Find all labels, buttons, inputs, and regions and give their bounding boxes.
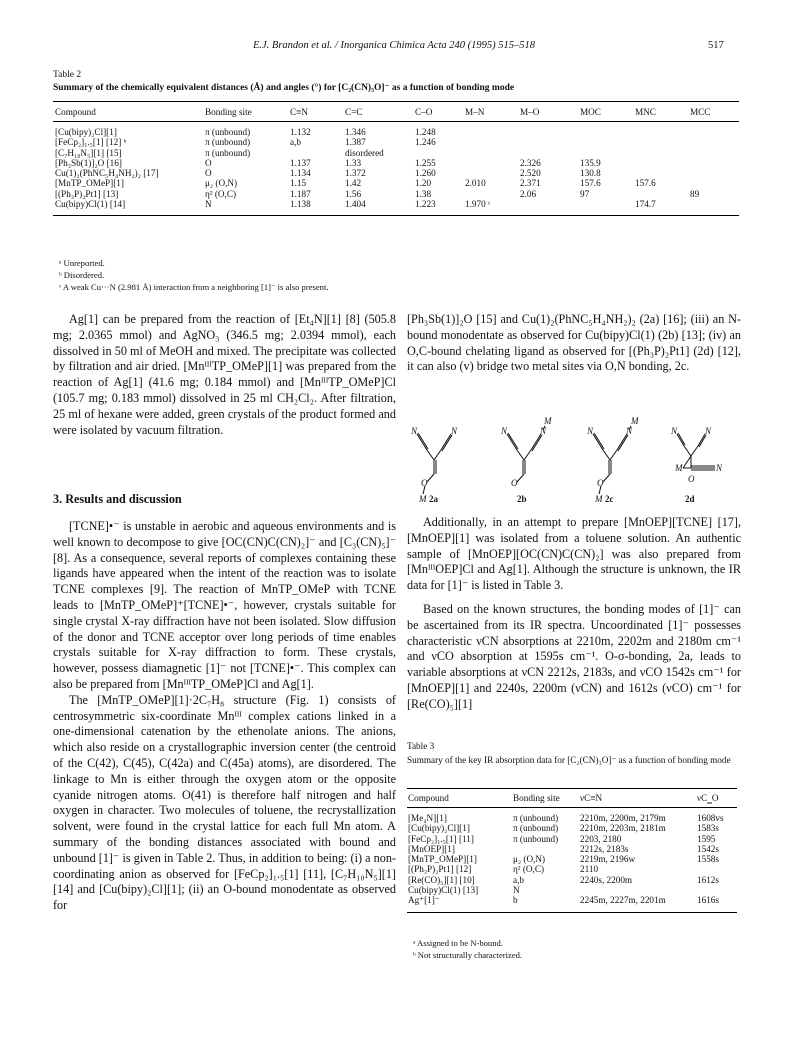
atom-m: M [544, 416, 552, 426]
table3-cell: [(Ph₃P)₂Pt1] [12] [408, 864, 472, 875]
table2-row [53, 189, 739, 199]
table2-cell: disordered [345, 147, 384, 158]
section-heading: 3. Results and discussion [53, 492, 182, 506]
table3-cell: [MnOEP][1] [408, 843, 455, 854]
table2-cell [688, 148, 739, 158]
table3-cell: a,b [513, 874, 524, 885]
structure-label-2a: 2a [429, 494, 438, 504]
body-paragraph: [TCNE]•⁻ is unstable in aerobic and aqueous environments and is well known to decompose to give [OC(CN)C(CN)₂]⁻ and [C₃(CN)₅]⁻ [8]. As a consequence, several reports of complexes containing these ligands have appeared when the intent of the reaction was to isolate TCNE complexes [9]. The reaction of MnTP_OMeP with TCNE leads to [MnTP_OMeP]⁺[TCNE]•⁻, however, crystals suitable for single crystal X-ray diffraction have not been isolated. Slow diffusion of the donor and TCNE acceptor over long periods of time enables crystals suitable for X-ray diffraction to form. These crystals, however, possess diamagnetic [1]⁻ not [TCNE]•⁻. This complex can also be prepared from [MnᴵᴵᴵTP_OMeP]Cl and Ag[1]. [53, 519, 396, 691]
table3-cell: b [512, 895, 579, 912]
table2-cell [688, 122, 739, 138]
table2-cell: 1.246 [415, 137, 436, 148]
table2-cell: η² (O,C) [205, 188, 237, 199]
atom-n: N [501, 426, 508, 436]
body-paragraph: Based on the known structures, the bonding modes of [1]⁻ can be ascertained from its IR spectra. Uncoordinated [1]⁻ possesses characteristic νCN absorptions at 2210m, 2202m and 2180m cm⁻¹ and νCO absorption at 1595s cm⁻¹. O-σ-bonding, 2a, leads to variable absorptions at νCN 2212s, 2183s, and νCO 1542s cm⁻¹ for [MnOEP][1] and 2240s, 2200m (νCN) and 1612s (νCO) cm⁻¹ for [Re(CO)₅][1] [407, 601, 741, 711]
table3-cell [696, 864, 737, 874]
table2-cell: π (unbound) [205, 147, 251, 158]
table2-column-header: M–N [463, 102, 518, 122]
table2-cell: 1.372 [345, 168, 366, 179]
table2-cell: [MnTP_OMeP][1] [55, 178, 124, 189]
table2-cell: 2.010 [465, 178, 486, 189]
table2-cell [518, 137, 578, 147]
table2-cell: 1.56 [345, 188, 362, 199]
atom-n: N [705, 426, 712, 436]
table3-note: ᵃ Assigned to be N-bound. [413, 938, 503, 948]
table3-column-header: Bonding site [512, 789, 579, 808]
table2-cell: 1.970 ᶜ [463, 199, 518, 216]
table3-header-row [407, 789, 737, 808]
table2-cell: 1.20 [415, 178, 432, 189]
body-paragraph: Ag[1] can be prepared from the reaction of [Et₄N][1] [8] (505.8 mg; 2.0365 mmol) and AgNO₃ (346.5 mg; 2.0394 mmol), each dissolved in 50 ml of MeOH and mixed. The precipitate was collected by filtration and air dried. [MnᴵᴵᴵTP_OMeP][1] was prepared from the reaction of Ag[1] (41.6 mg; 0.184 mmol) and [MnᴵᴵᴵTP_OMeP]Cl (105.7 mg; 0.183 mmol) dissolved in 25 ml CH₂Cl₂. After filtration, 25 ml of hexane were added, green crystals of the product formed and were isolated by vacuum filtration. [53, 312, 396, 437]
table2-cell [633, 189, 688, 199]
table2-cell: 2.520 [520, 168, 541, 179]
atom-n: N [626, 426, 633, 436]
table2-cell: 1.132 [290, 127, 311, 137]
table3-cell [512, 844, 579, 854]
atom-n: N [587, 426, 594, 436]
table2-cell: Cu(1)₂(PhNC₅H₄NH₂)₂ [17] [55, 168, 159, 179]
table2 [53, 101, 739, 216]
table3-cell: 2110 [580, 864, 599, 875]
bonding-mode-structures [405, 416, 741, 504]
table3-cell: N [513, 885, 520, 896]
atom-o: O [688, 474, 695, 484]
structure-label-2d: 2d [685, 494, 695, 504]
body-paragraph: [Ph₃Sb(1)]₂O [15] and Cu(1)₂(PhNC₅H₄NH₂)₂ (2a) [16]; (iii) an N-bound monodentate as observed for Cu(bipy)Cl(1) (2b) [13]; (iv) an O,C-bound chelating ligand as observed for [(Ph₃P)₂Pt1] (2d) [12], it can also (v) bridge two metal sites via O,N bonding, 2c. [407, 312, 741, 374]
table3-column-header: Compound [407, 789, 512, 808]
table2-cell [463, 158, 518, 168]
table2-cell [633, 148, 688, 158]
atom-m: M [419, 494, 427, 504]
table2-column-header: MCC [688, 102, 739, 122]
table2-cell [518, 148, 578, 158]
table2-row [53, 178, 739, 188]
left-column-results [53, 519, 396, 914]
table2-cell: 1.134 [290, 168, 311, 179]
table2-label: Table 2 [53, 70, 82, 80]
table3-row [407, 895, 737, 912]
structure-label-2c: 2c [605, 494, 614, 504]
table2-cell: 1.38 [415, 188, 432, 199]
table3-cell: μ₂ (O,N) [513, 854, 546, 865]
table3-cell: 2219m, 2196w [580, 854, 636, 865]
table2-cell: π (unbound) [205, 127, 251, 137]
table2-cell: 1.346 [345, 127, 366, 137]
table2-cell: π (unbound) [205, 137, 251, 148]
table2-cell: 174.7 [633, 199, 688, 216]
table2-cell [463, 148, 518, 158]
table2-cell: 1.187 [290, 188, 311, 199]
table2-cell [578, 148, 633, 158]
table2-notes [59, 257, 329, 294]
table3-cell: 2212s, 2183s [580, 843, 629, 854]
table2-cell [518, 122, 578, 138]
table2-cell: 1.387 [345, 137, 366, 148]
table2-cell [413, 148, 463, 158]
atom-o: O [421, 478, 428, 488]
table2-cell: O [205, 157, 212, 168]
atom-n: N [411, 426, 418, 436]
table2-cell [463, 122, 518, 138]
table3-column-header: νC≡N [579, 789, 696, 808]
table2-column-header: C–O [413, 102, 463, 122]
table2-cell: N [203, 199, 288, 216]
structure-label-2b: 2b [517, 494, 527, 504]
table3-cell: Ag⁺[1]⁻ [407, 895, 512, 912]
table2-note: ᵃ Unreported. [59, 258, 105, 268]
table2-cell: 1.137 [290, 157, 311, 168]
table3-cell: 1583s [697, 823, 719, 834]
table2-cell: μ₂ (O,N) [205, 178, 238, 189]
table3-row [407, 875, 737, 885]
table3-row [407, 823, 737, 833]
atom-m: M [675, 463, 683, 473]
table3-cell: [Cu(bipy)₂Cl][1] [408, 823, 470, 834]
atom-m: M [631, 416, 639, 426]
table3-row [407, 854, 737, 864]
table2-column-header: M–O [518, 102, 578, 122]
table2-column-header: MNC [633, 102, 688, 122]
table3-cell: 1558s [697, 854, 719, 865]
table2-cell [633, 168, 688, 178]
table3-column-header: νC‗O [696, 789, 737, 808]
table2-column-header: Bonding site [203, 102, 288, 122]
table2-cell: [Cu(bipy)₂Cl][1] [55, 127, 117, 137]
table2-header-row [53, 102, 739, 122]
table2-cell: 1.223 [413, 199, 463, 216]
table2-caption: Summary of the chemically equivalent distances (Å) and angles (°) for [C₂(CN)₃O]⁻ as a function of bonding mode [53, 83, 515, 93]
table2-cell: 1.15 [290, 178, 307, 189]
table3-row [407, 808, 737, 824]
table2-cell: [C₇H₁₀N₅][1] [15] [55, 147, 122, 158]
table2-cell [688, 137, 739, 147]
table2-cell: 2.326 [520, 157, 541, 168]
table2-row [53, 199, 739, 216]
table2-cell: 1.255 [415, 157, 436, 168]
table2-cell [463, 137, 518, 147]
table2-cell [688, 178, 739, 188]
table2-row [53, 168, 739, 178]
table2-cell: 1.404 [343, 199, 413, 216]
table2-cell [288, 148, 343, 158]
table2-cell: 1.260 [415, 168, 436, 179]
table2-cell: a,b [290, 137, 301, 148]
table3-cell: 1612s [697, 874, 719, 885]
table3-cell: 1595 [697, 833, 716, 844]
table3-label: Table 3 [407, 741, 435, 751]
table2-column-header: Compound [53, 102, 203, 122]
table2-row [53, 122, 739, 138]
atom-n: N [671, 426, 678, 436]
atom-o: O [511, 478, 518, 488]
table3-cell: η² (O,C) [513, 864, 545, 875]
table2-row [53, 158, 739, 168]
table3-note: ᵇ Not structurally characterized. [413, 950, 523, 961]
table2-cell [578, 137, 633, 147]
table2-cell: [FeCp₂]₁.₅[1] [12] ᵇ [55, 137, 127, 148]
table2-cell: 157.6 [635, 178, 656, 189]
table2-cell [688, 199, 739, 216]
table3-cell [696, 885, 737, 895]
table3-row [407, 844, 737, 854]
table2-cell: Cu(bipy)Cl(1) [14] [53, 199, 203, 216]
table2-cell [463, 168, 518, 178]
table2-cell: 135.9 [580, 157, 601, 168]
body-paragraph: The [MnTP_OMeP][1]·2C₇H₈ structure (Fig. 1) consists of centrosymmetric six-coordinate Mnᴵᴵᴵ complex cations linked in a one-dimensional catenation by the ethenolate anions. The anions, which also reside on a crystallographic inversion center (the centroid of the C(42), C(45), C(42a) and C(45a) atoms), are disordered. The linkage to Mn is either through the oxygen atom or the opposite cyanide nitrogen atoms. O(41) is therefore half nitrogen and half oxygen in character. Two molecules of toluene, the recrystallization solvent, were found in the crystal lattice for each full Mn atom. A summary of the bonding distances associated with bound and unbound [1]⁻ is given in Table 2. Thus, in addition to being: (i) a non-coordinating anion as observed for [FeCp₂]₁.₅[1] [11], [C₇H₁₀N₅][1] [14] and [Cu(bipy)₂Cl][1]; (ii) an O-bound monodentate as observed for [53, 692, 396, 913]
right-column-continuation [407, 312, 741, 375]
table2-cell: 89 [690, 188, 700, 199]
right-column-ir [407, 515, 741, 713]
table3-cell: 2210m, 2200m, 2179m [580, 813, 666, 823]
table3-cell: π (unbound) [513, 823, 559, 834]
table3-row [407, 834, 737, 844]
table3-cell: [MnTP_OMeP][1] [408, 854, 477, 865]
table3-cell: 1608vs [697, 813, 724, 823]
table2-cell: 97 [580, 188, 590, 199]
atom-n: N [716, 463, 723, 473]
table3-cell: 2240s, 2200m [580, 874, 633, 885]
table2-cell: 130.8 [580, 168, 601, 179]
table2-cell [688, 158, 739, 168]
table2-cell [518, 199, 578, 216]
table2-cell: 2.371 [520, 178, 541, 189]
table2-cell [578, 199, 633, 216]
table2-cell: 157.6 [580, 178, 601, 189]
table2-cell: O [205, 168, 212, 179]
table3-caption: Summary of the key IR absorption data for [C₂(CN)₃O]⁻ as a function of bonding mode [407, 755, 731, 765]
table2-cell: 1.138 [288, 199, 343, 216]
table2-cell [633, 137, 688, 147]
table2-cell: [Ph₃Sb(1)]₂O [16] [55, 157, 122, 168]
table2-row [53, 137, 739, 147]
table2-column-header: MOC [578, 102, 633, 122]
table3-notes [413, 937, 522, 962]
table3-cell: [Me₄N][1] [408, 813, 447, 823]
table3-cell: Cu(bipy)Cl(1) [13] [408, 885, 479, 896]
table2-cell: 1.42 [345, 178, 362, 189]
table2-cell: [(Ph₃P)₂Pt1] [13] [55, 188, 119, 199]
table3-cell: 2245m, 2227m, 2201m [579, 895, 696, 912]
table3-cell: [Re(CO)₅][1] [10] [408, 874, 475, 885]
atom-n: N [451, 426, 458, 436]
atom-o: O [597, 478, 604, 488]
table2-note: ᶜ A weak Cu···N (2.981 Å) interaction from a neighboring [1]⁻ is also present. [59, 282, 329, 293]
table2-note: ᵇ Disordered. [59, 270, 105, 281]
table2-cell: 2.06 [520, 188, 537, 199]
atom-n: N [540, 426, 547, 436]
left-column-experimental [53, 312, 396, 438]
table2-cell: 1.33 [345, 157, 362, 168]
table3-cell: 2210m, 2203m, 2181m [580, 823, 666, 834]
table2-cell: 1.248 [415, 127, 436, 137]
table2-cell [688, 168, 739, 178]
table3-row [407, 885, 737, 895]
table3-cell: [FeCp₂]₁.₅[1] [11] [408, 833, 474, 844]
table3-row [407, 864, 737, 874]
table3-cell: 1542s [697, 843, 719, 854]
table3 [407, 788, 737, 913]
table2-cell [463, 189, 518, 199]
table3-cell: 1616s [696, 895, 737, 912]
table2-cell [633, 158, 688, 168]
table2-column-header: C=C [343, 102, 413, 122]
running-head: E.J. Brandon et al. / Inorganica Chimica Acta 240 (1995) 515–518 [252, 40, 535, 51]
table2-cell [578, 122, 633, 138]
page-number: 517 [708, 40, 724, 51]
table3-cell: π (unbound) [513, 833, 559, 844]
table2-cell [633, 122, 688, 138]
body-paragraph: Additionally, in an attempt to prepare [MnOEP][TCNE] [17], [MnOEP][1] was isolated from a toluene solution. An authentic sample of [MnOEP][OC(CN)C(CN)₂] was also prepared from [MnᴵᴵᴵOEP]Cl and Ag[1]. Although the structure is unknown, the IR data for [1]⁻ is listed in Table 3. [407, 515, 741, 593]
atom-m: M [595, 494, 603, 504]
table2-row [53, 148, 739, 158]
table3-cell: 2203, 2180 [580, 833, 622, 844]
table2-column-header: C≡N [288, 102, 343, 122]
table3-cell [579, 885, 696, 895]
table3-cell: π (unbound) [513, 813, 559, 823]
